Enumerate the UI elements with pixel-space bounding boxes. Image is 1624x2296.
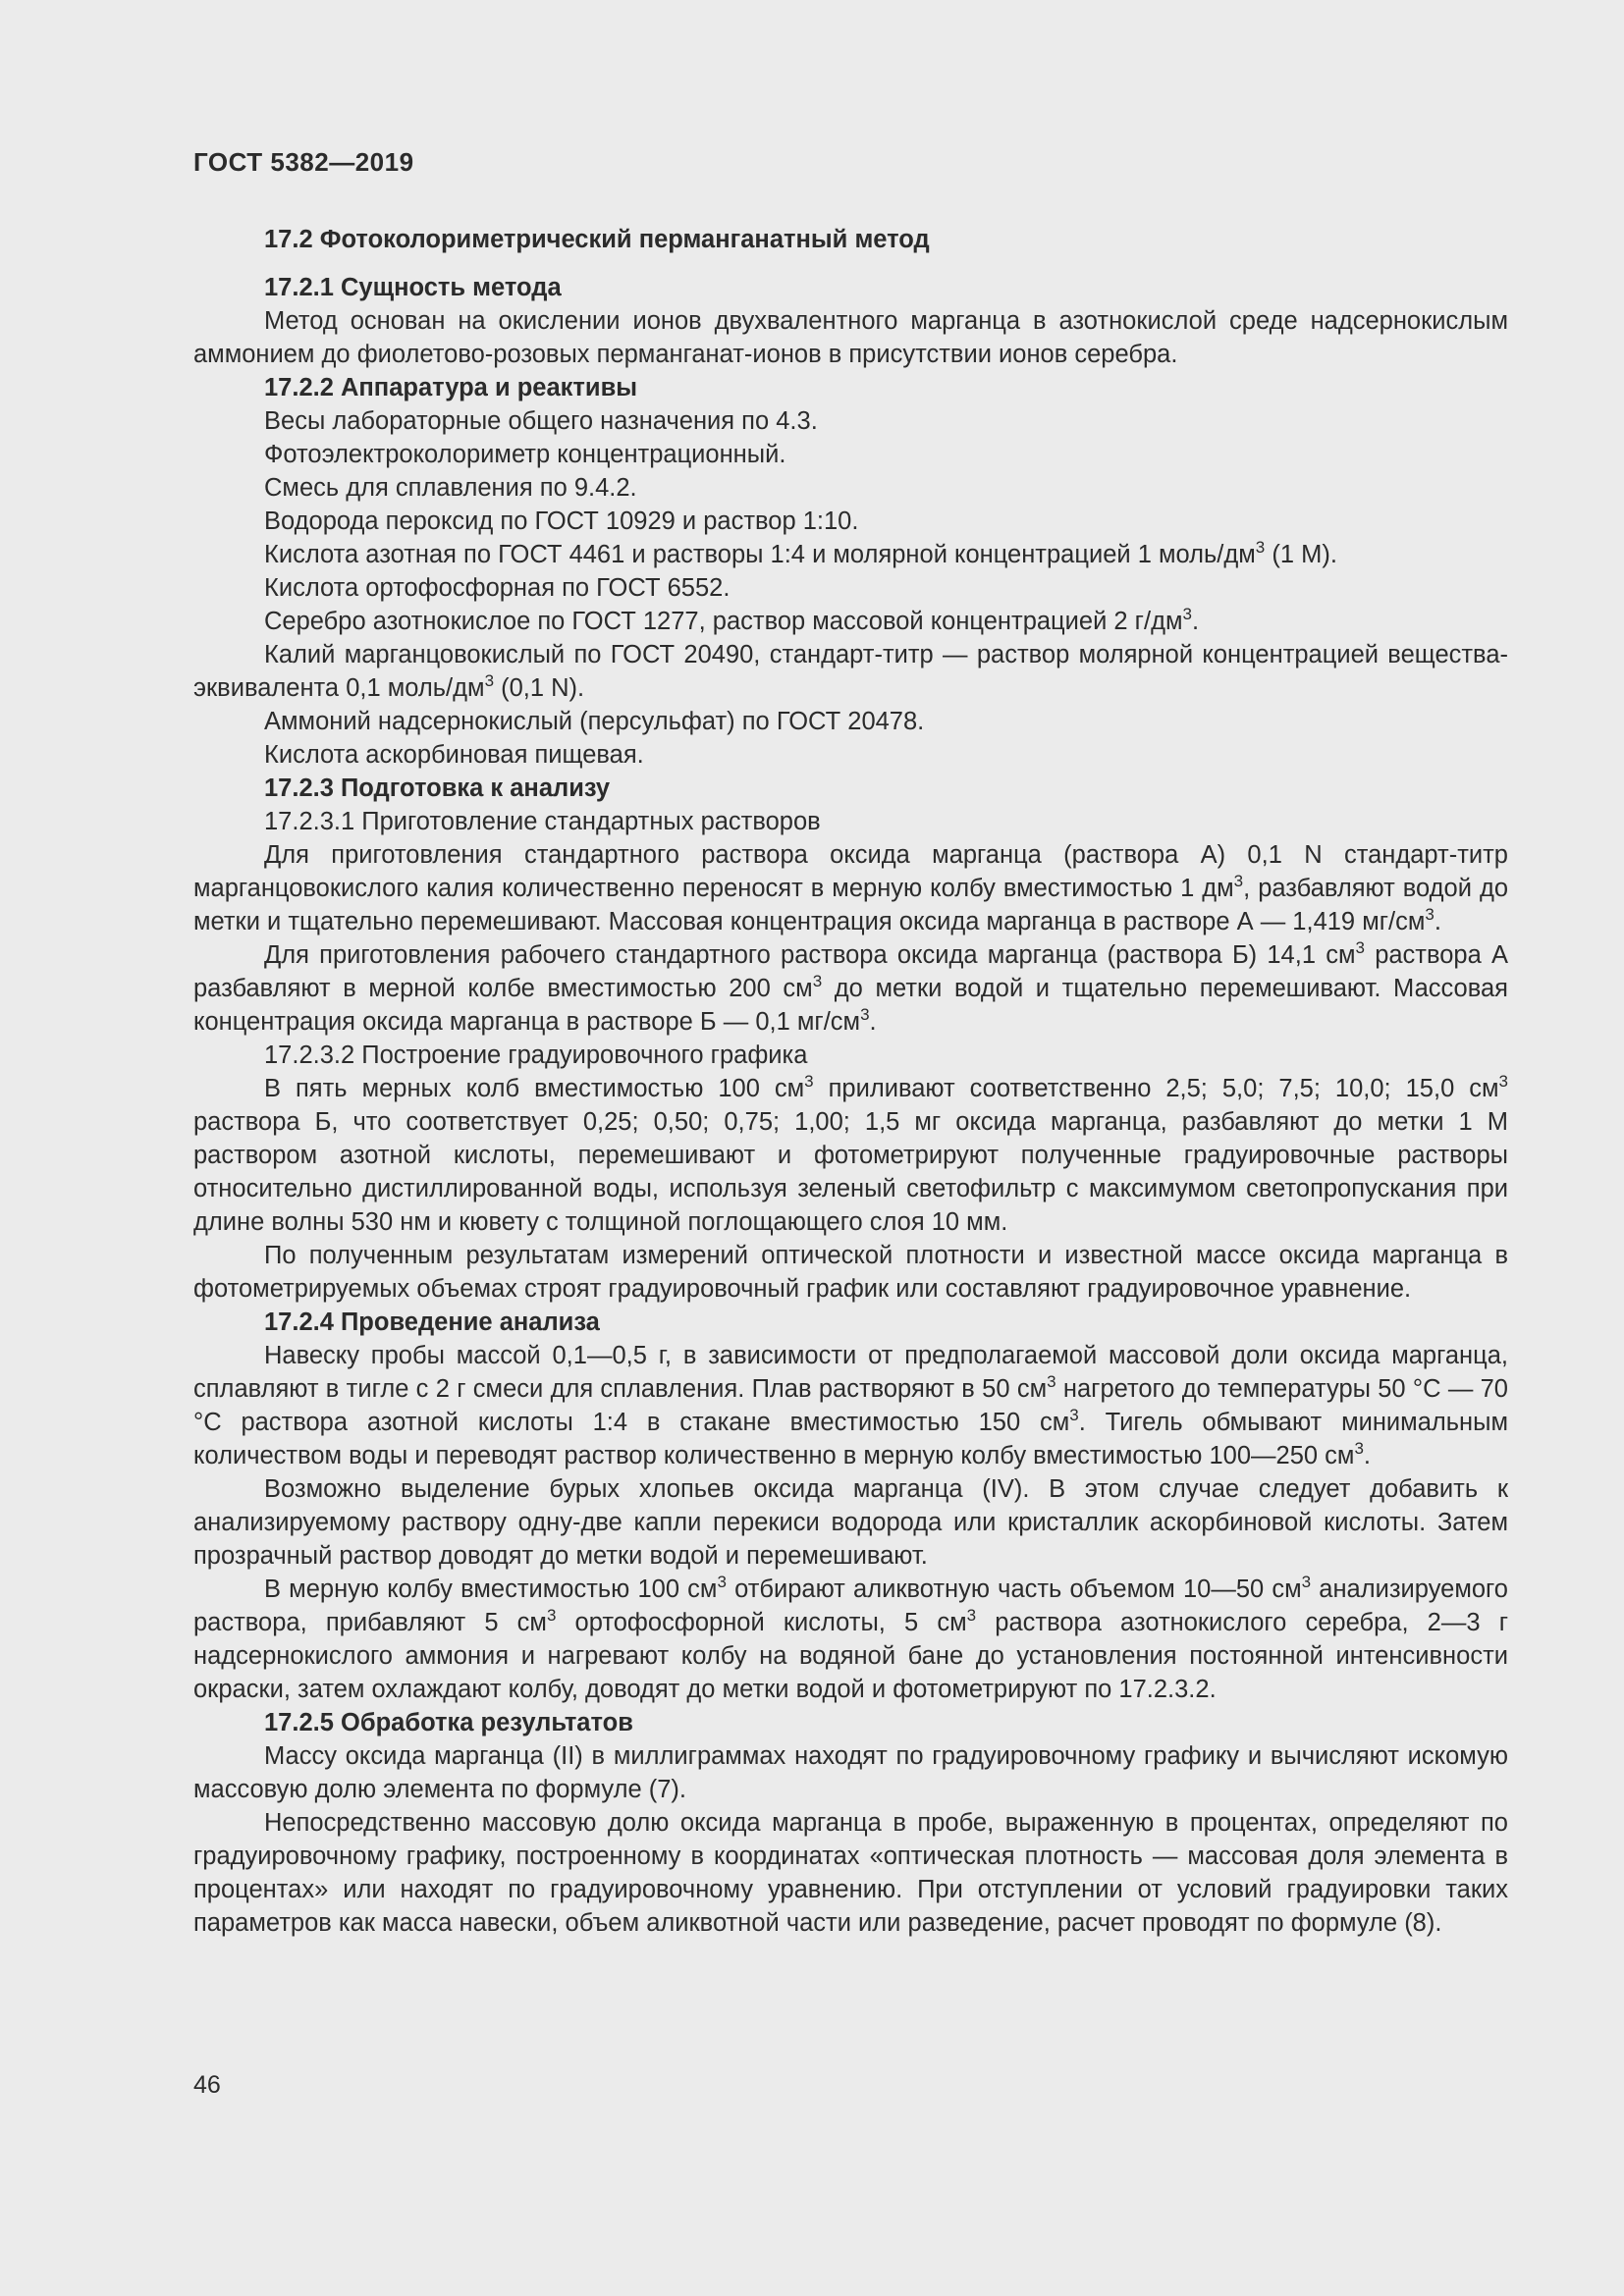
text-run: анализируемого раствора, прибавляют 5 см — [193, 1575, 1508, 1636]
paragraph: Возможно выделение бурых хлопьев оксида марганца (IV). В этом случае следует добавить к анализируемому раствору одну-две капли перекиси водорода или кристаллик аскорбиновой кислоты. Затем прозрачный раствор доводят до метки водой и перемешивают. — [193, 1475, 1508, 1570]
superscript: 3 — [1182, 604, 1192, 623]
text-run: до метки водой и тщательно перемешивают. Массовая концентрация оксида марганца в растворе Б — 0,1 мг/см — [193, 975, 1508, 1036]
page-number: 46 — [193, 2071, 221, 2099]
text-run: раствора Б, что соответствует 0,25; 0,50; 0,75; 1,00; 1,5 мг оксида марганца, разбавляют до метки 1 М раствором азотной кислоты, перемешивают и фотометрируют полученные градуировочные растворы относительно дистиллированной воды, используя зеленый светофильтр с максимумом светопропускания при длине волны 530 нм и кювету с толщиной поглощающего слоя 10 мм. — [193, 1108, 1508, 1236]
text-run: В мерную колбу вместимостью 100 см — [264, 1575, 718, 1603]
list-item: Кислота аскорбиновая пищевая. — [264, 741, 644, 769]
superscript: 3 — [717, 1572, 727, 1591]
text-run: . — [1363, 1442, 1371, 1469]
text-run: (0,1 N). — [494, 674, 585, 702]
list-item: Аммоний надсернокислый (персульфат) по ГОСТ 20478. — [264, 708, 925, 735]
text-run: Навеску пробы массой 0,1—0,5 г, в зависимости от предполагаемой массовой доли оксида марганца, сплавляют в тигле с 2 г смеси для сплавления. Плав растворяют в 50 см — [193, 1342, 1508, 1403]
list-item: Смесь для сплавления по 9.4.2. — [264, 474, 637, 502]
text-run: . — [1434, 908, 1441, 935]
subsection-heading-essence: 17.2.1 Сущность метода — [264, 274, 562, 301]
paragraph: Непосредственно массовую долю оксида марганца в пробе, выраженную в процентах, определяют по градуировочному графику, построенному в координатах «оптическая плотность — массовая доля элемента в процентах» или находят по градуировочному уравнению. При отступлении от условий градуировки таких параметров как масса навески, объем аликвотной части или разведение, расчет проводят по формуле (8). — [193, 1809, 1508, 1937]
text-run: Серебро азотнокислое по ГОСТ 1277, раствор массовой концентрацией 2 г/дм — [264, 608, 1183, 635]
superscript: 3 — [1354, 1438, 1364, 1458]
text-run: нагретого до температуры 50 °С — 70 °С раствора азотной кислоты 1:4 в стакане вместимостью 150 см — [193, 1375, 1508, 1436]
paragraph — [193, 1573, 1508, 1706]
text-run: Кислота азотная по ГОСТ 4461 и растворы 1:4 и молярной концентрацией 1 моль/дм — [264, 541, 1256, 568]
superscript: 3 — [1301, 1572, 1312, 1591]
paragraph: По полученным результатам измерений оптической плотности и известной массе оксида марганца в фотометрируемых объемах строят градуировочный график или составляют градуировочное уравнение. — [193, 1242, 1508, 1303]
paragraph — [193, 838, 1508, 938]
list-item: Фотоэлектроколориметр концентрационный. — [264, 441, 786, 468]
superscript: 3 — [1069, 1405, 1079, 1424]
superscript: 3 — [804, 1071, 814, 1091]
list-item — [193, 538, 1508, 571]
section-title: 17.2 Фотоколориметрический перманганатный метод — [264, 226, 930, 253]
subsubsection-heading-calibration: 17.2.3.2 Построение градуировочного графика — [264, 1041, 808, 1069]
superscript: 3 — [546, 1605, 557, 1625]
paragraph — [193, 1072, 1508, 1239]
subsection-heading-preparation: 17.2.3 Подготовка к анализу — [264, 774, 611, 802]
text-run: Калий марганцовокислый по ГОСТ 20490, стандарт-титр — раствор молярной концентрацией вещества-эквивалента 0,1 моль/дм — [193, 641, 1508, 702]
list-item: Водорода пероксид по ГОСТ 10929 и раствор 1:10. — [264, 507, 859, 535]
superscript: 3 — [1233, 871, 1244, 890]
text-run: . — [1191, 608, 1200, 635]
text-run: отбирают аликвотную часть объемом 10—50 см — [726, 1575, 1302, 1603]
superscript: 3 — [812, 971, 823, 990]
superscript: 3 — [1355, 937, 1365, 957]
paragraph: Массу оксида марганца (II) в миллиграммах находят по градуировочному графику и вычисляют искомую массовую долю элемента по формуле (7). — [193, 1742, 1508, 1803]
subsection-heading-results: 17.2.5 Обработка результатов — [264, 1709, 633, 1736]
document-header: ГОСТ 5382—2019 — [193, 147, 414, 177]
list-item — [193, 638, 1508, 705]
text-run: , разбавляют водой до метки и тщательно перемешивают. Массовая концентрация оксида марганца в растворе А — 1,419 мг/см — [193, 875, 1509, 935]
paragraph — [193, 1339, 1508, 1472]
text-run: приливают соответственно 2,5; 5,0; 7,5; 10,0; 15,0 см — [813, 1075, 1499, 1102]
superscript: 3 — [1047, 1371, 1056, 1391]
superscript: 3 — [1255, 537, 1266, 557]
text-run: раствора азотнокислого серебра, 2—3 г надсернокислого аммония и нагревают колбу на водяной бане до установления постоянной интенсивности окраски, затем охлаждают колбу, доводят до метки водой и фотометрируют по 17.2.3.2. — [193, 1609, 1508, 1703]
paragraph — [193, 938, 1508, 1039]
text-run: Для приготовления стандартного раствора оксида марганца (раствора А) 0,1 N стандарт-титр марганцовокислого калия количественно переносят в мерную колбу вместимостью 1 дм — [193, 841, 1508, 902]
text-run: ортофосфорной кислоты, 5 см — [556, 1609, 967, 1636]
list-item — [193, 605, 1508, 638]
subsection-heading-apparatus: 17.2.2 Аппаратура и реактивы — [264, 374, 638, 401]
list-item: Весы лабораторные общего назначения по 4.3. — [264, 407, 818, 435]
paragraph: Метод основан на окислении ионов двухвалентного марганца в азотнокислой среде надсернокислым аммонием до фиолетово-розовых перманганат-ионов в присутствии ионов серебра. — [193, 307, 1508, 368]
text-run: . — [869, 1008, 877, 1036]
subsubsection-heading-standards: 17.2.3.1 Приготовление стандартных растворов — [264, 808, 821, 835]
superscript: 3 — [1498, 1071, 1508, 1091]
list-item: Кислота ортофосфорная по ГОСТ 6552. — [264, 574, 731, 602]
superscript: 3 — [484, 670, 495, 690]
text-run: (1 М). — [1265, 541, 1337, 568]
text-run: В пять мерных колб вместимостью 100 см — [264, 1075, 805, 1102]
superscript: 3 — [966, 1605, 977, 1625]
text-run: раствора А разбавляют в мерной колбе вместимостью 200 см — [193, 941, 1509, 1002]
text-run: . Тигель обмывают минимальным количеством воды и переводят раствор количественно в мерную колбу вместимостью 100—250 см — [193, 1409, 1508, 1469]
text-run: Для приготовления рабочего стандартного раствора оксида марганца (раствора Б) 14,1 см — [264, 941, 1356, 969]
subsection-heading-analysis: 17.2.4 Проведение анализа — [264, 1308, 600, 1336]
superscript: 3 — [860, 1004, 870, 1024]
superscript: 3 — [1425, 904, 1435, 924]
document-body — [193, 223, 1508, 1940]
